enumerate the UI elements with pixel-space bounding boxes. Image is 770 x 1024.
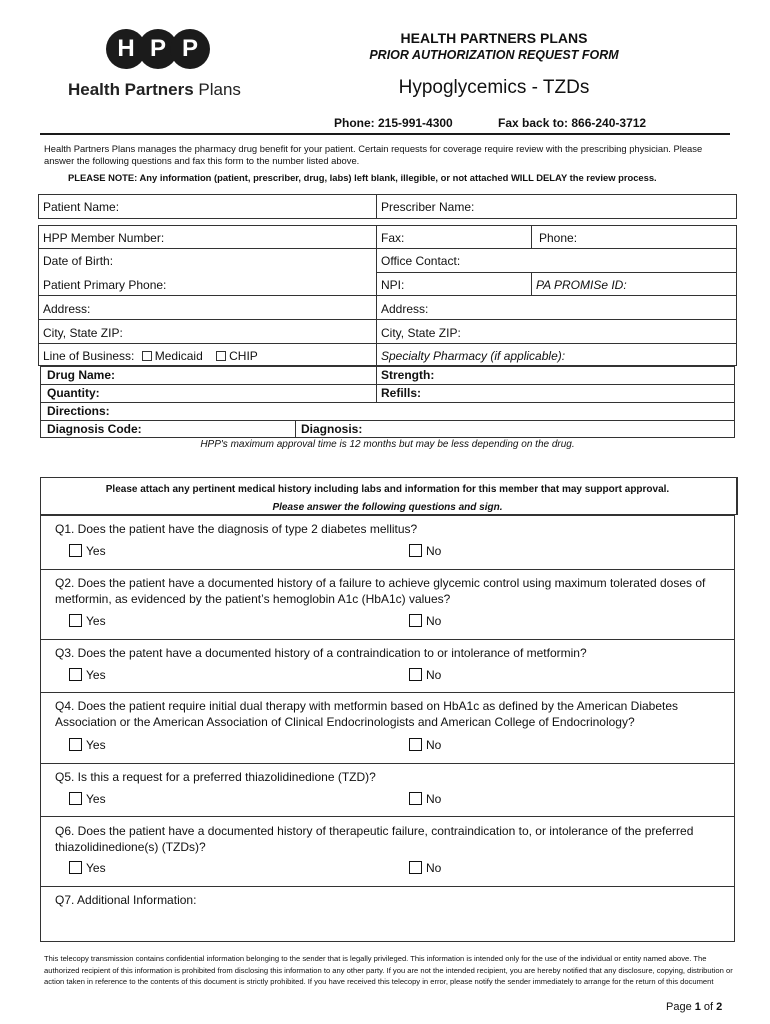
q6-yes-label: Yes <box>86 861 106 875</box>
divider <box>531 272 532 295</box>
strength-field[interactable]: Strength: <box>381 368 435 382</box>
q3-yes-checkbox[interactable] <box>69 668 82 681</box>
q1-yes-label: Yes <box>86 544 106 558</box>
divider <box>38 295 737 296</box>
hpp-logo-mark <box>106 29 210 73</box>
divider <box>40 420 735 421</box>
question-1: Q1. Does the patient have the diagnosis of type 2 diabetes mellitus? <box>55 522 418 536</box>
phone-field[interactable]: Phone: <box>539 231 578 245</box>
q3-yes-label: Yes <box>86 668 106 682</box>
phone-number: Phone: 215-991-4300 <box>334 116 453 130</box>
divider <box>38 319 737 320</box>
divider <box>40 692 735 693</box>
page-total: 2 <box>716 1001 723 1013</box>
q2-no-option[interactable] <box>409 614 441 628</box>
prescriber-name-field[interactable]: Prescriber Name: <box>381 200 475 214</box>
question-6: Q6. Does the patient have a documented history of therapeutic failure, contraindication to, or intolerance of the preferred thiazolidinedione(s) (TZDs)? <box>55 824 694 854</box>
q2-yes-label: Yes <box>86 614 106 628</box>
divider <box>38 343 737 344</box>
q2-no-label: No <box>426 614 442 628</box>
page-number <box>666 1001 722 1013</box>
directions-field[interactable]: Directions: <box>47 404 110 418</box>
please-note: PLEASE NOTE: Any information (patient, prescriber, drug, labs) left blank, illegible, or not attached WILL DELAY the review process. <box>68 172 657 183</box>
q5-no-label: No <box>426 792 442 806</box>
q4-no-label: No <box>426 738 442 752</box>
q4-yes-label: Yes <box>86 738 106 752</box>
patient-phone-field[interactable]: Patient Primary Phone: <box>43 278 167 292</box>
question-5: Q5. Is this a request for a preferred thiazolidinedione (TZD)? <box>55 770 376 784</box>
q1-no-checkbox[interactable] <box>409 544 422 557</box>
dob-field[interactable]: Date of Birth: <box>43 254 114 268</box>
divider <box>40 816 735 817</box>
q4-no-option[interactable] <box>409 738 441 752</box>
q3-yes-option[interactable] <box>69 668 106 682</box>
quantity-field[interactable]: Quantity: <box>47 386 100 400</box>
org-title: HEALTH PARTNERS PLANS <box>400 30 588 46</box>
additional-information-field[interactable] <box>50 910 725 938</box>
divider <box>40 569 735 570</box>
q2-yes-checkbox[interactable] <box>69 614 82 627</box>
page-prefix: Page <box>666 1001 695 1013</box>
patient-name-field[interactable]: Patient Name: <box>43 200 120 214</box>
q2-no-checkbox[interactable] <box>409 614 422 627</box>
fax-number: Fax back to: 866-240-3712 <box>498 116 647 130</box>
confidentiality-notice: This telecopy transmission contains confidential information belonging to the sender that is legally privileged. This information is intended only for the use of the individual or entity named above. The authorized recipient of this information is prohibited from disclosing this information to any other party. If you are not the intended recipient, you are hereby notified that any disclosure, copying, distribution or action taken in reference to the contents of this document is strictly prohibited. If you have received this telecopy in error, please notify the sender immediately to arrange for the return of this document <box>44 954 733 987</box>
question-3: Q3. Does the patent have a documented history of a contraindication to or intolerance of metformin? <box>55 646 587 660</box>
line-of-business <box>43 349 258 363</box>
refills-field[interactable]: Refills: <box>381 386 422 400</box>
q6-yes-option[interactable] <box>69 861 106 875</box>
q5-yes-checkbox[interactable] <box>69 792 82 805</box>
q1-no-option[interactable] <box>409 544 441 558</box>
prescriber-address-field[interactable]: Address: <box>381 302 429 316</box>
q1-no-label: No <box>426 544 442 558</box>
fax-field[interactable]: Fax: <box>381 231 405 245</box>
medicaid-label: Medicaid <box>154 349 203 363</box>
q5-no-option[interactable] <box>409 792 441 806</box>
drug-class-title: Hypoglycemics - TZDs <box>398 77 590 98</box>
pa-promise-field[interactable]: PA PROMISe ID: <box>536 278 627 292</box>
page-mid: of <box>700 1001 717 1013</box>
question-7: Q7. Additional Information: <box>55 893 197 907</box>
q4-yes-option[interactable] <box>69 738 106 752</box>
office-contact-field[interactable]: Office Contact: <box>381 254 461 268</box>
q6-no-label: No <box>426 861 442 875</box>
q2-yes-option[interactable] <box>69 614 106 628</box>
q3-no-checkbox[interactable] <box>409 668 422 681</box>
diagnosis-code-field[interactable]: Diagnosis Code: <box>47 422 142 436</box>
question-4: Q4. Does the patient require initial dual therapy with metformin based on HbA1c as defined by the American Diabetes Association or the American Association of Clinical Endocrinologists and American College of Endocrinology? <box>55 699 679 729</box>
divider <box>40 639 735 640</box>
chip-checkbox[interactable] <box>216 351 226 361</box>
specialty-pharmacy-field[interactable]: Specialty Pharmacy (if applicable): <box>381 349 566 363</box>
q1-yes-option[interactable] <box>69 544 106 558</box>
q4-yes-checkbox[interactable] <box>69 738 82 751</box>
attach-instruction: Please attach any pertinent medical history including labs and information for this member that may support approval. <box>105 484 670 495</box>
divider <box>376 194 377 219</box>
q5-yes-label: Yes <box>86 792 106 806</box>
q5-no-checkbox[interactable] <box>409 792 422 805</box>
medicaid-checkbox[interactable] <box>142 351 152 361</box>
q4-no-checkbox[interactable] <box>409 738 422 751</box>
divider <box>295 420 296 438</box>
logo-letter-p2: P <box>170 29 210 69</box>
header-divider <box>40 133 730 135</box>
diagnosis-field[interactable]: Diagnosis: <box>301 422 363 436</box>
patient-address-field[interactable]: Address: <box>43 302 91 316</box>
form-title: PRIOR AUTHORIZATION REQUEST FORM <box>369 48 619 62</box>
q6-yes-checkbox[interactable] <box>69 861 82 874</box>
patient-city-field[interactable]: City, State ZIP: <box>43 326 123 340</box>
divider <box>40 384 735 385</box>
logo-wordmark-bold: Health Partners <box>68 80 194 99</box>
logo-wordmark-light: Plans <box>198 80 241 99</box>
q6-no-option[interactable] <box>409 861 441 875</box>
drug-name-field[interactable]: Drug Name: <box>47 368 116 382</box>
logo-letter-p1: P <box>138 29 178 69</box>
lob-label: Line of Business: <box>43 349 135 363</box>
page-current: 1 <box>694 1001 701 1013</box>
q5-yes-option[interactable] <box>69 792 106 806</box>
member-number-field[interactable]: HPP Member Number: <box>43 231 165 245</box>
q1-yes-checkbox[interactable] <box>69 544 82 557</box>
divider <box>376 272 737 273</box>
logo-letter-h: H <box>106 29 146 69</box>
q3-no-label: No <box>426 668 442 682</box>
divider <box>38 248 737 249</box>
divider <box>531 225 532 248</box>
prescriber-city-field[interactable]: City, State ZIP: <box>381 326 461 340</box>
divider <box>40 886 735 887</box>
max-approval-note: HPP's maximum approval time is 12 months but may be less depending on the drug. <box>200 439 575 450</box>
npi-field[interactable]: NPI: <box>381 278 405 292</box>
divider <box>40 402 735 403</box>
question-2: Q2. Does the patient have a documented history of a failure to achieve glycemic control using maximum tolerated doses of metformin, as evidenced by the patient’s hemoglobin A1c (HbA1c) values? <box>55 576 706 606</box>
intro-text: Health Partners Plans manages the pharmacy drug benefit for your patient. Certain requests for coverage require review with the prescribing physician. Please answer the following questions and fax this form to the number listed above. <box>44 143 703 166</box>
chip-label: CHIP <box>229 349 258 363</box>
q6-no-checkbox[interactable] <box>409 861 422 874</box>
divider <box>40 763 735 764</box>
q3-no-option[interactable] <box>409 668 441 682</box>
logo-wordmark <box>68 80 241 100</box>
answer-instruction: Please answer the following questions and sign. <box>272 502 503 513</box>
